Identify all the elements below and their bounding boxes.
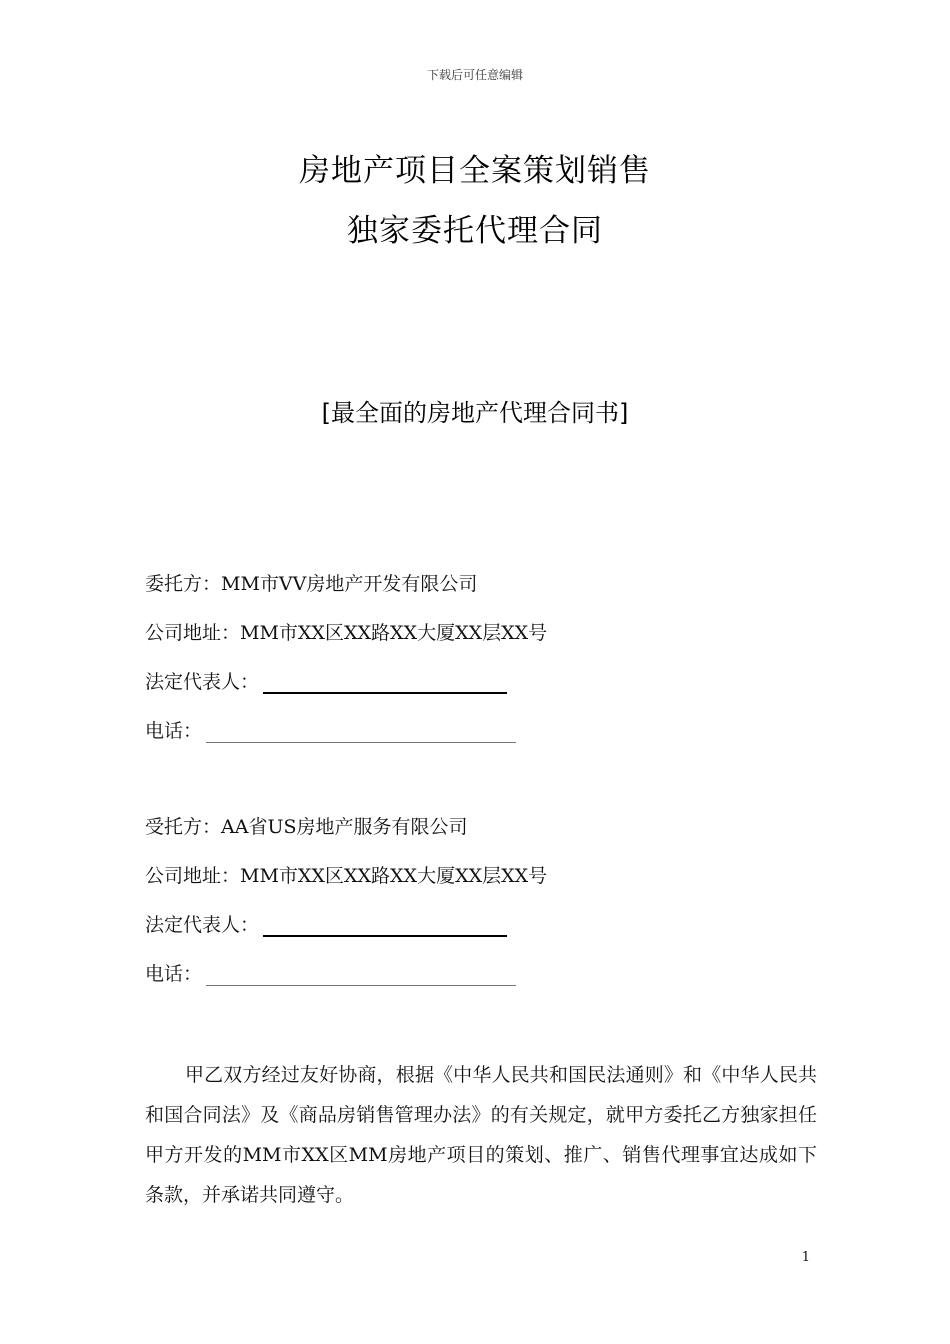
party-a-phone-label: 电话： bbox=[145, 720, 203, 742]
party-b-phone-label: 电话： bbox=[145, 963, 203, 985]
header-note: 下载后可任意编辑 bbox=[426, 68, 523, 82]
party-b-address: 公司地址：MM市XX区XX路XX大厦XX层XX号 bbox=[145, 865, 548, 887]
party-b-legal-rep-blank bbox=[263, 915, 507, 937]
party-b-agent: 受托方：AA省US房地产服务有限公司 bbox=[145, 816, 468, 838]
intro-paragraph: 甲乙双方经过友好协商，根据《中华人民共和国民法通则》和《中华人民共和国合同法》及《商品房销售管理办法》的有关规定，就甲方委托乙方独家担任甲方开发的MM市XX区MM房地产项目的策划、推广、销售代理事宜达成如下条款，并承诺共同遵守。 bbox=[145, 1064, 817, 1206]
document-title-line2: 独家委托代理合同 bbox=[347, 213, 603, 249]
party-a-phone-row bbox=[145, 719, 825, 768]
party-a-phone-blank bbox=[206, 722, 516, 743]
document-subtitle: [最全面的房地产代理合同书] bbox=[321, 399, 629, 427]
party-a-legal-rep-label: 法定代表人： bbox=[145, 671, 260, 693]
party-a-legal-rep-row bbox=[145, 670, 825, 719]
document-title-line1: 房地产项目全案策划销售 bbox=[299, 153, 651, 189]
party-a-principal: 委托方：MM市VV房地产开发有限公司 bbox=[145, 573, 478, 595]
party-b-legal-rep-label: 法定代表人： bbox=[145, 914, 260, 936]
party-b-phone-row bbox=[145, 962, 825, 1011]
party-a-address: 公司地址：MM市XX区XX路XX大厦XX层XX号 bbox=[145, 622, 548, 644]
party-b-block bbox=[145, 815, 825, 1011]
party-a-block bbox=[145, 572, 825, 768]
party-b-phone-blank bbox=[206, 965, 516, 986]
party-b-legal-rep-row bbox=[145, 913, 825, 962]
page-number: 1 bbox=[801, 1250, 810, 1265]
party-a-legal-rep-blank bbox=[263, 672, 507, 694]
